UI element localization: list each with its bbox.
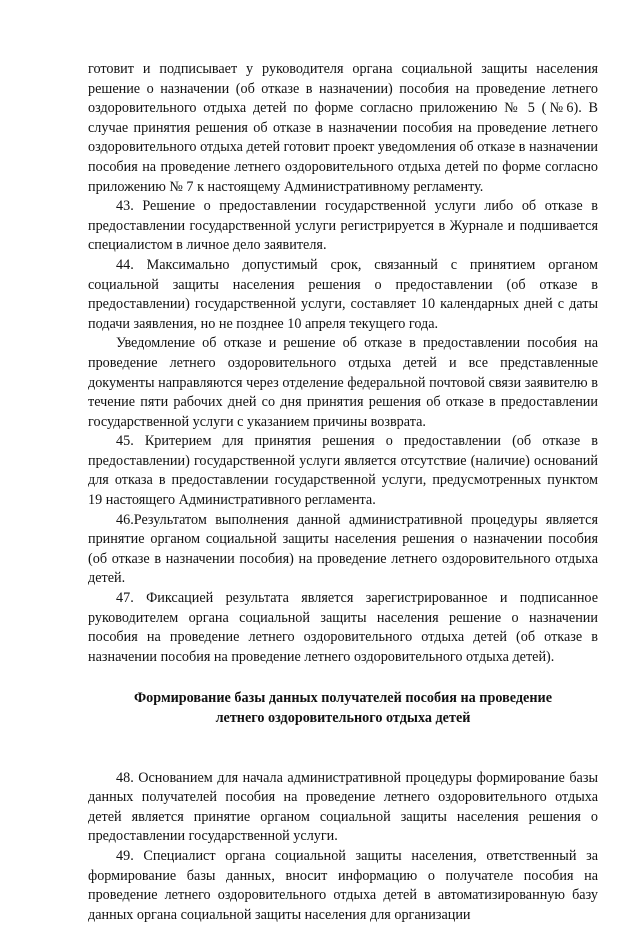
paragraph-45: 45. Критерием для принятия решения о предоставлении (об отказе в предоставлении) государственной услуги является отсутствие (наличие) оснований для отказа в предоставлении государственной услуги, предусмотренных пунктом 19 настоящего Административного регламента. bbox=[88, 433, 598, 509]
spacer bbox=[88, 729, 598, 769]
paragraph-notice: Уведомление об отказе и решение об отказе в предоставлении пособия на проведение летнего оздоровительного отдыха детей и все представленные документы направляются через отделение федеральной почтовой связи заявителю в течение пяти рабочих дней со дня принятия решения об отказе в предоставлении государственной услуги с указанием причины возврата. bbox=[88, 335, 598, 430]
paragraph-48: 48. Основанием для начала административной процедуры формирование базы данных получателей пособия на проведение летнего оздоровительного отдыха детей является принятие органом социальной защиты населения решения о предоставлении государственной услуги. bbox=[88, 769, 598, 845]
paragraph-47: 47. Фиксацией результата является зарегистрированное и подписанное руководителем органа социальной защиты населения решение о назначении пособия на проведение летнего оздоровительного отдыха детей (об отказе в назначении пособия на проведение летнего оздоровительного отдыха детей). bbox=[88, 590, 598, 665]
paragraph-46: 46.Результатом выполнения данной административной процедуры является принятие органом социальной защиты населения решения о назначении пособия (об отказе в назначении пособия) на проведение летнего оздоровительного отдыха детей. bbox=[88, 511, 598, 587]
document-page bbox=[88, 60, 598, 925]
section-heading bbox=[88, 689, 598, 728]
paragraph-43: 43. Решение о предоставлении государственной услуги либо об отказе в предоставлении государственной услуги регистрируется в Журнале и подшивается специалистом в личное дело заявителя. bbox=[88, 198, 598, 254]
section-heading-line-1: Формирование базы данных получателей пособия на проведение bbox=[134, 690, 552, 707]
paragraph-44: 44. Максимально допустимый срок, связанный с принятием органом социальной защиты населения решения о предоставлении (об отказе в предоставлении) государственной услуги, составляет 10 календарных дней с даты подачи заявления, но не позднее 10 апреля текущего года. bbox=[88, 256, 598, 332]
section-heading-line-2: летнего оздоровительного отдыха детей bbox=[215, 710, 471, 726]
paragraph-continuation: готовит и подписывает у руководителя органа социальной защиты населения решение о назначении (об отказе в назначении) пособия на проведение летнего оздоровительного отдыха детей по форме согласно приложению № 5 (№6). В случае принятия решения об отказе в назначении пособия на проведение летнего оздоровительного отдыха детей готовит проект уведомления об отказе в назначении пособия на проведение летнего оздоровительного отдыха детей по форме согласно приложению № 7 к настоящему Административному регламенту. bbox=[88, 61, 598, 195]
paragraph-49: 49. Специалист органа социальной защиты населения, ответственный за формирование базы данных, вносит информацию о получателе пособия на проведение летнего оздоровительного отдыха детей в автоматизированную базу данных органа социальной защиты населения для организации bbox=[88, 847, 598, 923]
